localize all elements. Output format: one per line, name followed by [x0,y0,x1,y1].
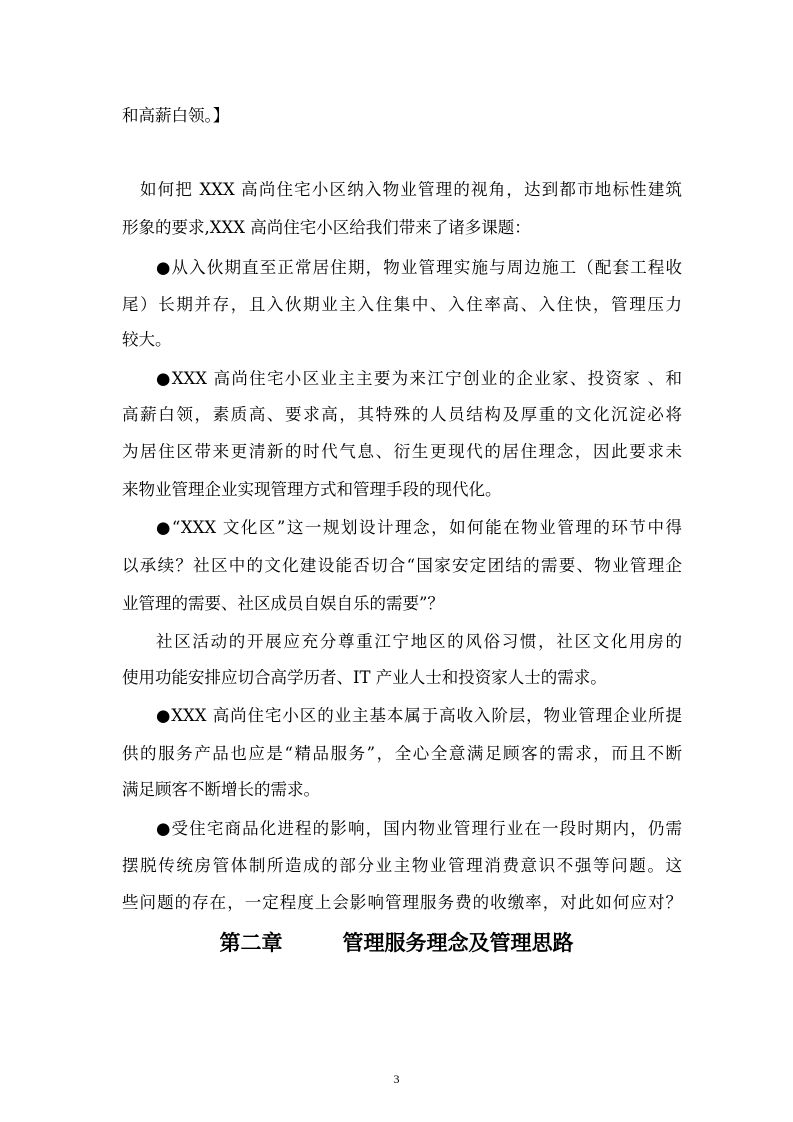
text-line: 高薪白领，素质高、要求高，其特殊的人员结构及厚重的文化沉淀必将 [122,405,682,424]
text-line: 来物业管理企业实现管理方式和管理手段的现代化。 [122,480,502,499]
text-line: ●XXX 高尚住宅小区业主主要为来江宁创业的企业家、投资家 、和 [156,369,682,388]
text-line: 以承续？社区中的文化建设能否切合“国家安定团结的需要、物业管理企 [122,556,682,575]
text-line: 供的服务产品也应是“精品服务”，全心全意满足顾客的需求，而且不断 [122,744,682,763]
text-line: 些问题的存在，一定程度上会影响管理服务费的收缴率，对此如何应对？ [122,893,682,912]
text-line: ●受住宅商品化进程的影响，国内物业管理行业在一段时期内，仍需 [156,819,682,838]
text-line: 社区活动的开展应充分尊重江宁地区的风俗习惯，社区文化用房的 [156,632,682,651]
text-line: 如何把 XXX 高尚住宅小区纳入物业管理的视角，达到都市地标性建筑 [140,180,682,199]
text-line: 满足顾客不断增长的需求。 [122,780,320,799]
text-line: ●XXX 高尚住宅小区的业主基本属于高收入阶层，物业管理企业所提 [156,706,682,725]
text-line: 尾）长期并存，且入伙期业主入住集中、入住率高、入住快，管理压力 [122,295,682,314]
text-line: 为居住区带来更清新的时代气息、衍生更现代的居住理念，因此要求未 [122,442,682,461]
text-line: ●从入伙期直至正常居住期，物业管理实施与周边施工（配套工程收 [156,258,682,277]
text-line: 和高薪白领。】 [122,106,230,125]
chapter-number: 第二章 [219,931,283,955]
text-line: 业管理的需要、社区成员自娱自乐的需要”？ [122,594,444,613]
page-number: 3 [393,1072,400,1086]
chapter-heading [0,930,793,956]
text-line: 摆脱传统房管体制所造成的部分业主物业管理消费意识不强等问题。这 [122,856,682,875]
text-line: 较大。 [122,330,172,349]
text-line: 形象的要求,XXX 高尚住宅小区给我们带来了诸多课题： [122,218,531,237]
chapter-title: 管理服务理念及管理思路 [342,931,574,955]
text-line: ●“XXX 文化区”这一规划设计理念，如何能在物业管理的环节中得 [156,518,682,537]
text-line: 使用功能安排应切合高学历者、IT 产业人士和投资家人士的需求。 [122,668,607,687]
